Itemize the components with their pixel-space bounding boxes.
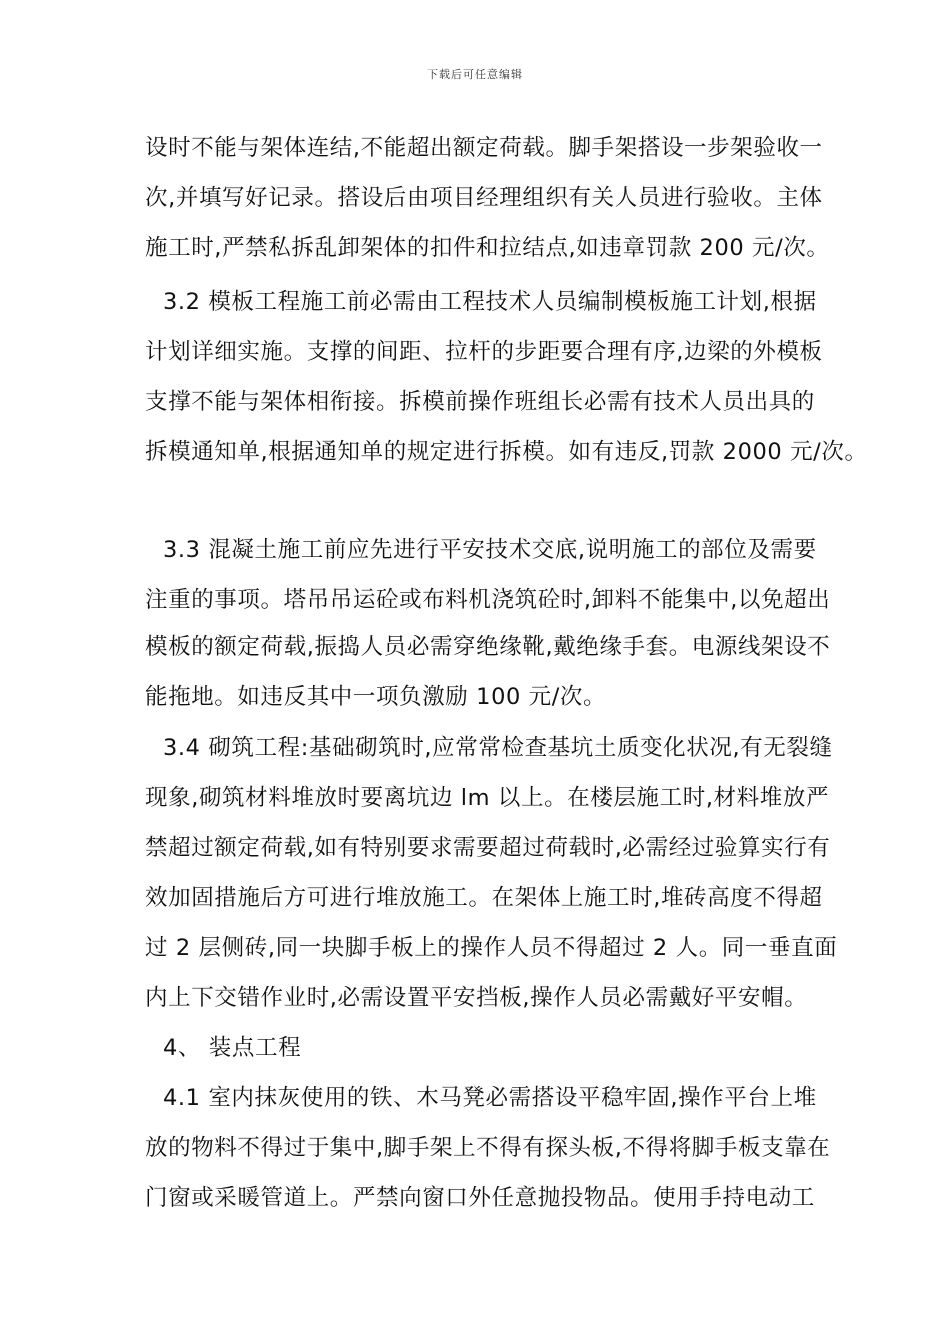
body-line: 拆模通知单,根据通知单的规定进行拆模。如有违反,罚款 2000 元/次。: [145, 439, 868, 465]
body-line: 计划详细实施。支撑的间距、拉杆的步距要合理有序,边梁的外模板: [145, 339, 823, 365]
body-line: 过 2 层侧砖,同一块脚手板上的操作人员不得超过 2 人。同一垂直面: [145, 935, 838, 961]
section-4-1-line: 4.1 室内抹灰使用的铁、木马凳必需搭设平稳牢固,操作平台上堆: [163, 1085, 817, 1111]
section-3-2-line: 3.2 模板工程施工前必需由工程技术人员编制模板施工计划,根据: [163, 289, 817, 315]
body-line: 现象,砌筑材料堆放时要离坑边 lm 以上。在楼层施工时,材料堆放严: [145, 785, 830, 811]
body-line: 内上下交错作业时,必需设置平安挡板,操作人员必需戴好平安帽。: [145, 985, 808, 1011]
page-header: 下载后可任意编辑: [427, 68, 523, 81]
section-3-4-line: 3.4 砌筑工程:基础砌筑时,应常常检查基坑土质变化状况,有无裂缝: [163, 735, 833, 761]
body-line: 注重的事项。塔吊吊运砼或布料机浇筑砼时,卸料不能集中,以免超出: [145, 587, 831, 613]
body-line: 门窗或采暖管道上。严禁向窗口外任意抛投物品。使用手持电动工: [145, 1185, 815, 1211]
section-4-heading: 4、 装点工程: [163, 1035, 302, 1061]
body-line: 设时不能与架体连结,不能超出额定荷载。脚手架搭设一步架验收一: [145, 135, 823, 161]
section-3-3-line: 3.3 混凝土施工前应先进行平安技术交底,说明施工的部位及需要: [163, 537, 817, 563]
body-line: 效加固措施后方可进行堆放施工。在架体上施工时,堆砖高度不得超: [145, 885, 823, 911]
body-line: 放的物料不得过于集中,脚手架上不得有探头板,不得将脚手板支靠在: [145, 1135, 831, 1161]
body-line: 施工时,严禁私拆乱卸架体的扣件和拉结点,如违章罚款 200 元/次。: [145, 235, 830, 261]
body-line: 能拖地。如违反其中一项负激励 100 元/次。: [145, 684, 607, 710]
body-line: 禁超过额定荷载,如有特别要求需要超过荷载时,必需经过验算实行有: [145, 835, 831, 861]
body-line: 模板的额定荷载,振捣人员必需穿绝缘靴,戴绝缘手套。电源线架设不: [145, 634, 831, 660]
body-line: 次,并填写好记录。搭设后由项目经理组织有关人员进行验收。主体: [145, 185, 823, 211]
body-line: 支撑不能与架体相衔接。拆模前操作班组长必需有技术人员出具的: [145, 389, 815, 415]
